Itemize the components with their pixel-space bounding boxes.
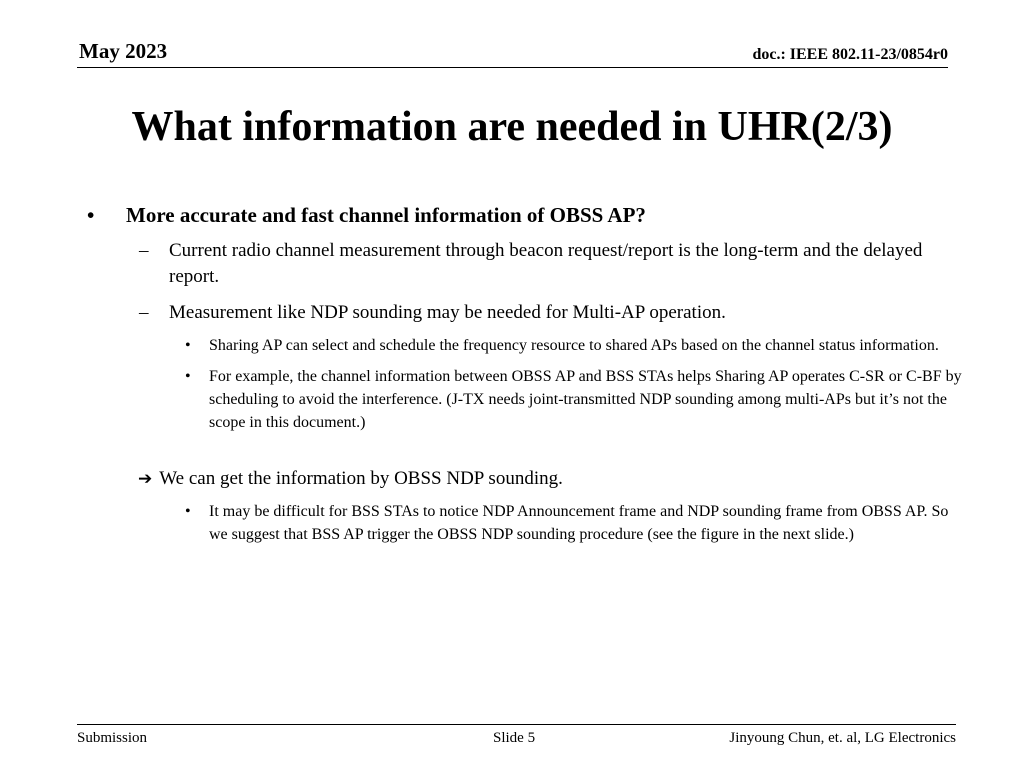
right-arrow-icon: ➔ [138,469,153,488]
detail-bullet-1 [87,334,967,357]
detail-bullet-2 [87,365,967,434]
dash-marker: – [139,302,149,323]
slide-title: What information are needed in UHR(2/3) [131,104,893,150]
conclusion [87,466,967,492]
bullet-marker: • [185,337,191,354]
slide-body [87,202,967,546]
sub-bullet-2-text: Measurement like NDP sounding may be needed for Multi-AP operation. [169,302,726,323]
sub-bullet-2 [87,300,967,326]
footer-divider [77,724,956,725]
detail-bullet-3-text: It may be difficult for BSS STAs to notice NDP Announcement frame and NDP sounding frame from OBSS AP. So we suggest that BSS AP trigger the OBSS NDP sounding procedure (see the figure in the next slide.) [209,503,949,543]
bullet-marker: • [185,503,191,520]
bullet-marker: • [87,203,95,227]
detail-bullet-3 [87,500,967,546]
sub-bullet-1-text: Current radio channel measurement through beacon request/report is the long-term and the delayed report. [169,240,923,287]
main-bullet-text: More accurate and fast channel information of OBSS AP? [126,203,646,227]
detail-bullet-2-text: For example, the channel information between OBSS AP and BSS STAs helps Sharing AP operates C-SR or C-BF by scheduling to avoid the interference. (J-TX needs joint-transmitted NDP sounding among multi-APs but it’s not the scope in this document.) [209,368,962,431]
conclusion-text: We can get the information by OBSS NDP sounding. [159,468,563,489]
footer-authors: Jinyoung Chun, et. al, LG Electronics [729,730,956,746]
header-date: May 2023 [79,39,168,63]
main-bullet [87,202,967,228]
dash-marker: – [139,240,149,261]
detail-bullet-1-text: Sharing AP can select and schedule the frequency resource to shared APs based on the channel status information. [209,337,939,354]
header-doc-id: doc.: IEEE 802.11-23/0854r0 [752,46,948,63]
sub-bullet-1 [87,238,967,290]
header-divider [77,67,948,68]
bullet-marker: • [185,368,191,385]
footer-slide-number: Slide 5 [493,730,536,746]
footer-submission: Submission [77,730,148,746]
